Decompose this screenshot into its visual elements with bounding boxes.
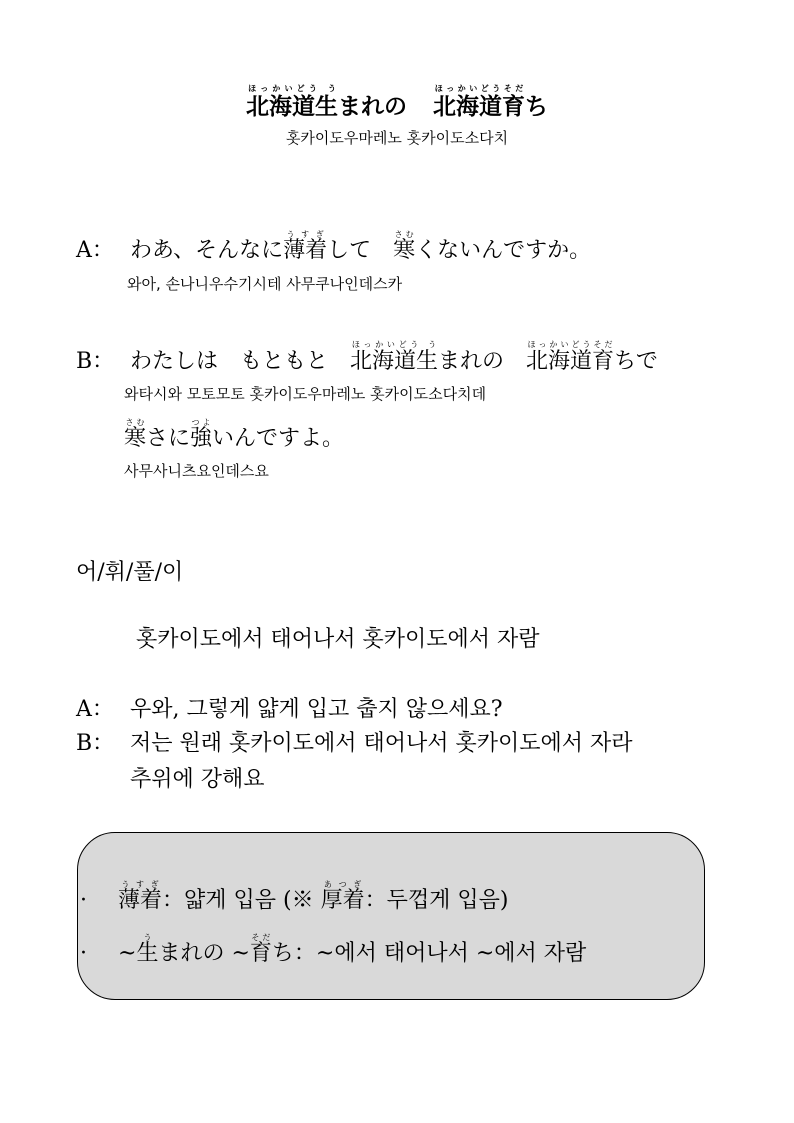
dialogue-b-text-2: まれの <box>438 349 527 374</box>
dialogue-a-text-1: わあ、そんなに <box>130 238 284 263</box>
title-hokkaido-raised: 北海道育ほっかいどうそだ <box>433 84 525 120</box>
dialogue-b-line-2 <box>124 418 344 452</box>
note-1-text-1: ：얇게 입음 (※ <box>162 888 321 913</box>
note-atsugi: 厚着あつぎ <box>320 880 365 913</box>
title-tail-1: まれの <box>338 93 407 120</box>
vocab-heading: 어/휘/풀/이 <box>76 560 184 585</box>
title-hokkaido-born: 北海道生ほっかいどう う <box>246 84 338 120</box>
note-usugi: 薄着うすぎ <box>118 880 163 913</box>
note-line-1 <box>80 880 508 914</box>
title-reading: 홋카이도우마레노 홋카이도소다치 <box>285 129 509 147</box>
bullet-2: · <box>80 941 87 966</box>
dialogue-a-reading: 와아, 손나니우수기시테 사무쿠나인데스카 <box>127 275 403 293</box>
dialogue-a-text-3: くないんですか。 <box>415 238 592 263</box>
dialogue-a-line <box>76 230 591 264</box>
note-1-text-2: ：두껍게 입음) <box>364 888 509 913</box>
translation-b-2: 추위에 강해요 <box>130 767 265 792</box>
word-hokkaido-raised: 北海道育ほっかいどうそだ <box>526 340 615 374</box>
title-tail-2: ち <box>525 93 548 120</box>
dialogue-b2-text-1: さに <box>146 426 191 451</box>
translation-b-speaker: B： <box>76 731 115 756</box>
note-sodachi: 育そだ <box>249 933 272 966</box>
note-umare: 生う <box>136 933 159 966</box>
note-line-2 <box>80 933 586 967</box>
dialogue-b2-text-2: いんですよ。 <box>212 426 345 451</box>
word-tsuyo: 強つよ <box>190 418 213 451</box>
translation-a-speaker: A： <box>76 697 114 722</box>
dialogue-a-text-2: して <box>327 238 394 263</box>
dialogue-b-text-1: わたしは もともと <box>130 349 351 374</box>
dialogue-b-line-1 <box>76 340 658 375</box>
word-samu: 寒さむ <box>393 230 416 263</box>
title-translation: 홋카이도에서 태어나서 홋카이도에서 자람 <box>136 627 540 652</box>
page-title <box>0 84 794 121</box>
dialogue-b-reading-1: 와타시와 모토모토 홋카이도우마레노 홋카이도소다치데 <box>124 385 487 403</box>
translation-b-text-1: 저는 원래 홋카이도에서 태어나서 홋카이도에서 자라 <box>130 731 633 756</box>
translation-b-1 <box>76 726 633 757</box>
speaker-a: A： <box>76 238 114 263</box>
speaker-b: B： <box>76 349 115 374</box>
note-2-text-1: ~ <box>118 941 137 966</box>
dialogue-b-text-3: ちで <box>614 349 658 374</box>
dialogue-b-reading-2: 사무사니츠요인데스요 <box>124 462 269 480</box>
word-usugi: 薄着うすぎ <box>283 230 328 263</box>
note-2-text-3: ち：~에서 태어나서 ~에서 자람 <box>271 941 587 966</box>
translation-a-text: 우와, 그렇게 얇게 입고 춥지 않으세요? <box>130 697 503 722</box>
vocab-note-box <box>77 832 705 1000</box>
word-hokkaido-born: 北海道生ほっかいどう う <box>350 340 439 374</box>
bullet-1: · <box>80 888 87 913</box>
note-2-text-2: まれの ~ <box>158 941 250 966</box>
word-samu-2: 寒さむ <box>124 418 147 451</box>
translation-a <box>76 692 503 723</box>
